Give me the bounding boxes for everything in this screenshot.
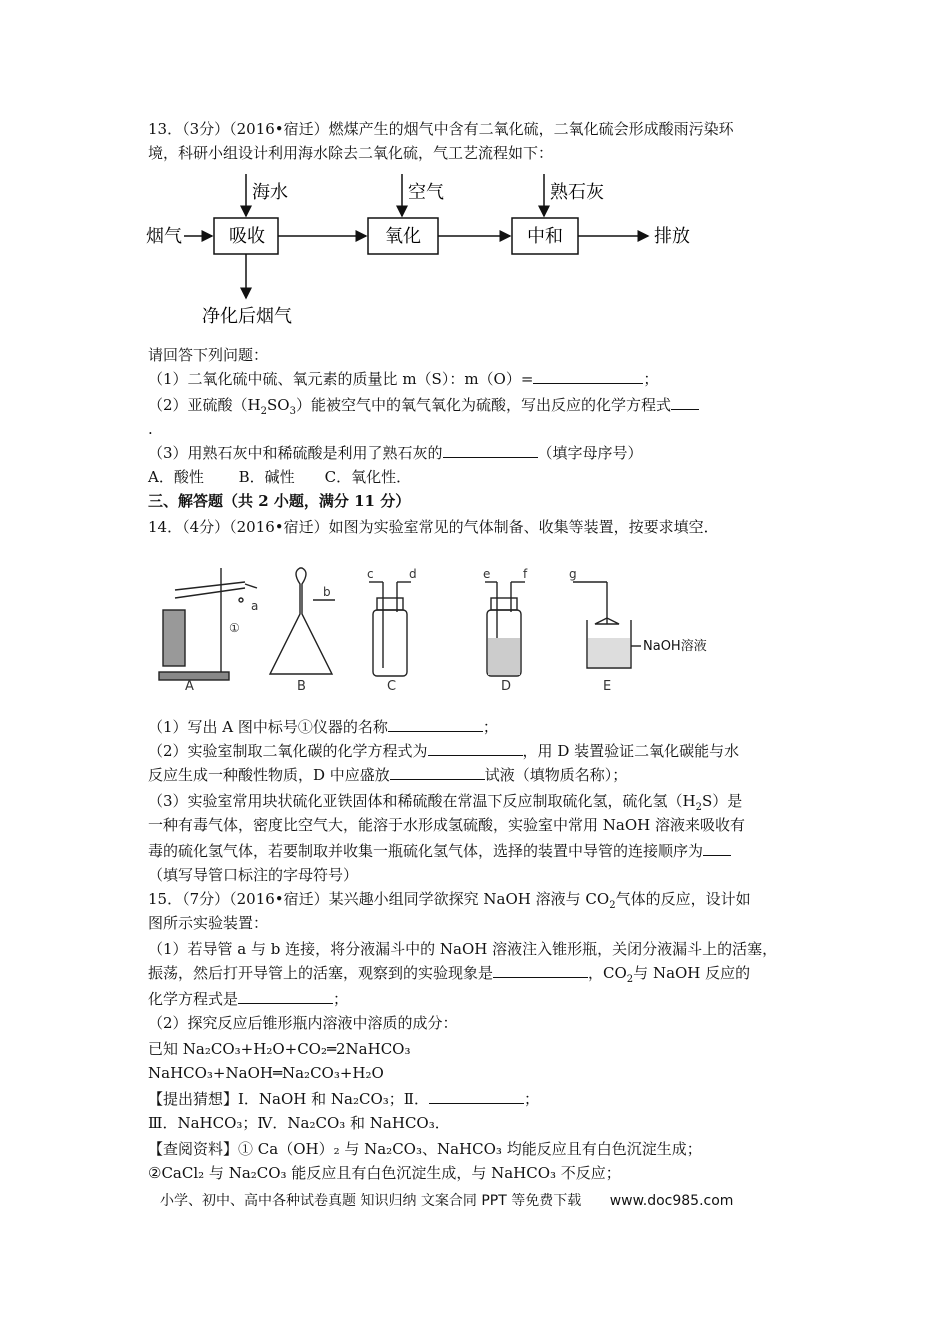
apparatus-label-b: B [297, 679, 306, 694]
q13-options: A．酸性 B．碱性 C．氧化性． [148, 468, 412, 486]
q15-known-eq1: 已知 Na₂CO₃+H₂O+CO₂═2NaHCO₃ [148, 1040, 411, 1058]
q15-known-eq2: NaHCO₃+NaOH═Na₂CO₃+H₂O [148, 1064, 384, 1082]
port-label-d: d [409, 567, 417, 581]
naoh-solution-label: NaOH溶液 [643, 639, 707, 654]
q13-line1: 13．（3分）（2016•宿迁）燃煤产生的烟气中含有二氧化硫，二氧化硫会形成酸雨污染环 [148, 120, 734, 138]
q15-part1c: 化学方程式是 ； [148, 990, 349, 1008]
flow-input-label: 烟气 [146, 226, 182, 247]
footer-text: 小学、初中、高中各种试卷真题 知识归纳 文案合同 PPT 等免费下载 [160, 1193, 582, 1209]
q15-guess2: Ⅲ．NaHCO₃；Ⅳ．Na₂CO₃ 和 NaHCO₃． [148, 1114, 450, 1132]
answer-blank[interactable] [388, 717, 483, 732]
q15-part1a: （1）若导管 a 与 b 连接，将分液漏斗中的 NaOH 溶液注入锥形瓶，关闭分液漏斗上的活塞， [148, 940, 778, 958]
q14-part3b: 一种有毒气体，密度比空气大，能溶于水形成氢硫酸，实验室中常用 NaOH 溶液来吸收有 [148, 816, 745, 834]
port-label-b: b [323, 585, 331, 599]
q14-part2b: 反应生成一种酸性物质，D 中应盛放 试液（填物质名称）； [148, 766, 628, 784]
q15-part1b: 振荡，然后打开导管上的活塞，观察到的实验现象是 ，$CO_2$与 NaOH 反应的 [148, 964, 751, 985]
answer-blank[interactable] [429, 1089, 524, 1104]
answer-blank[interactable] [493, 963, 588, 978]
port-label-f: f [523, 567, 528, 581]
port-label-a: a [251, 599, 259, 613]
apparatus-label-c: C [387, 679, 397, 694]
section-3-heading: 三、解答题（共 2 小题，满分 11 分） [148, 492, 411, 510]
q15-part2: （2）探究反应后锥形瓶内溶液中溶质的成分： [148, 1014, 458, 1032]
q14-part3d: （填写导管口标注的字母符号） [148, 866, 359, 884]
answer-blank[interactable] [443, 443, 538, 458]
q14-apparatus-figure [145, 560, 745, 700]
answer-blank[interactable] [428, 741, 523, 756]
page-footer [160, 1190, 733, 1210]
apparatus-label-a: A [185, 679, 194, 694]
flow-add1-label: 海水 [252, 182, 288, 203]
q13-part2-dot: . [148, 420, 153, 438]
answer-blank[interactable] [671, 395, 699, 410]
answer-blank[interactable] [390, 765, 485, 780]
q15-info1: 【查阅资料】① Ca（OH）₂ 与 Na₂CO₃、NaHCO₃ 均能反应且有白色沉淀生成； [148, 1140, 702, 1158]
q14-part3c: 毒的硫化氢气体，若要制取并收集一瓶硫化氢气体，选择的装置中导管的连接顺序为 [148, 840, 731, 862]
q13-part2: （2）亚硫酸$(H_2SO_3)$能被空气中的氧气氧化为硫酸，写出反应的化学方程式 [148, 394, 699, 416]
q15-line2: 图所示实验装置： [148, 914, 269, 932]
q13-flow-diagram [140, 168, 720, 338]
q15-info2: ②CaCl₂ 与 Na₂CO₃ 能反应且有白色沉淀生成，与 NaHCO₃ 不反应； [148, 1164, 621, 1182]
flow-add2-label: 空气 [408, 182, 444, 203]
port-label-e: e [483, 567, 491, 581]
port-label-g: g [569, 567, 577, 581]
port-label-c: c [367, 567, 374, 581]
apparatus-label-d: D [501, 679, 512, 694]
q14-part2: （2）实验室制取二氧化碳的化学方程式为 ，用 D 装置验证二氧化碳能与水 [148, 742, 740, 760]
answer-blank[interactable] [533, 369, 643, 384]
footer-url[interactable]: www.doc985.com [609, 1193, 734, 1209]
flow-step1-label: 吸收 [229, 226, 265, 247]
answer-blank[interactable] [703, 841, 731, 856]
apparatus-label-e: E [603, 679, 612, 694]
q13-part1: （1）二氧化硫中硫、氧元素的质量比 m（S）：m（O）= ； [148, 370, 659, 388]
q15-guess: 【提出猜想】Ⅰ．NaOH 和 Na₂CO₃；Ⅱ． ； [148, 1090, 539, 1108]
q14-part3a: （3）实验室常用块状硫化亚铁固体和稀硫酸在常温下反应制取硫化氢，硫化氢$(H_2S)$是 [148, 792, 743, 813]
q15-line1: 15．（7分）（2016•宿迁）某兴趣小组同学欲探究 NaOH 溶液与 $CO_2$气体的反应，设计如 [148, 890, 751, 911]
instrument-label-1: ① [229, 621, 240, 635]
answer-blank[interactable] [238, 989, 333, 1004]
q13-part3: （3）用熟石灰中和稀硫酸是利用了熟石灰的 （填字母序号） [148, 444, 643, 462]
flow-byproduct-label: 净化后烟气 [202, 306, 292, 327]
q13-line2: 境，科研小组设计利用海水除去二氧化硫，气工艺流程如下： [148, 144, 554, 162]
q14-line1: 14．（4分）（2016•宿迁）如图为实验室常见的气体制备、收集等装置，按要求填空． [148, 518, 719, 536]
flow-step3-label: 中和 [527, 226, 563, 247]
flow-output-label: 排放 [654, 226, 690, 247]
q14-part1: （1）写出 A 图中标号①仪器的名称 ； [148, 718, 498, 736]
q13-prompt: 请回答下列问题： [148, 346, 269, 364]
flow-step2-label: 氧化 [385, 226, 421, 247]
flow-add3-label: 熟石灰 [550, 182, 604, 203]
